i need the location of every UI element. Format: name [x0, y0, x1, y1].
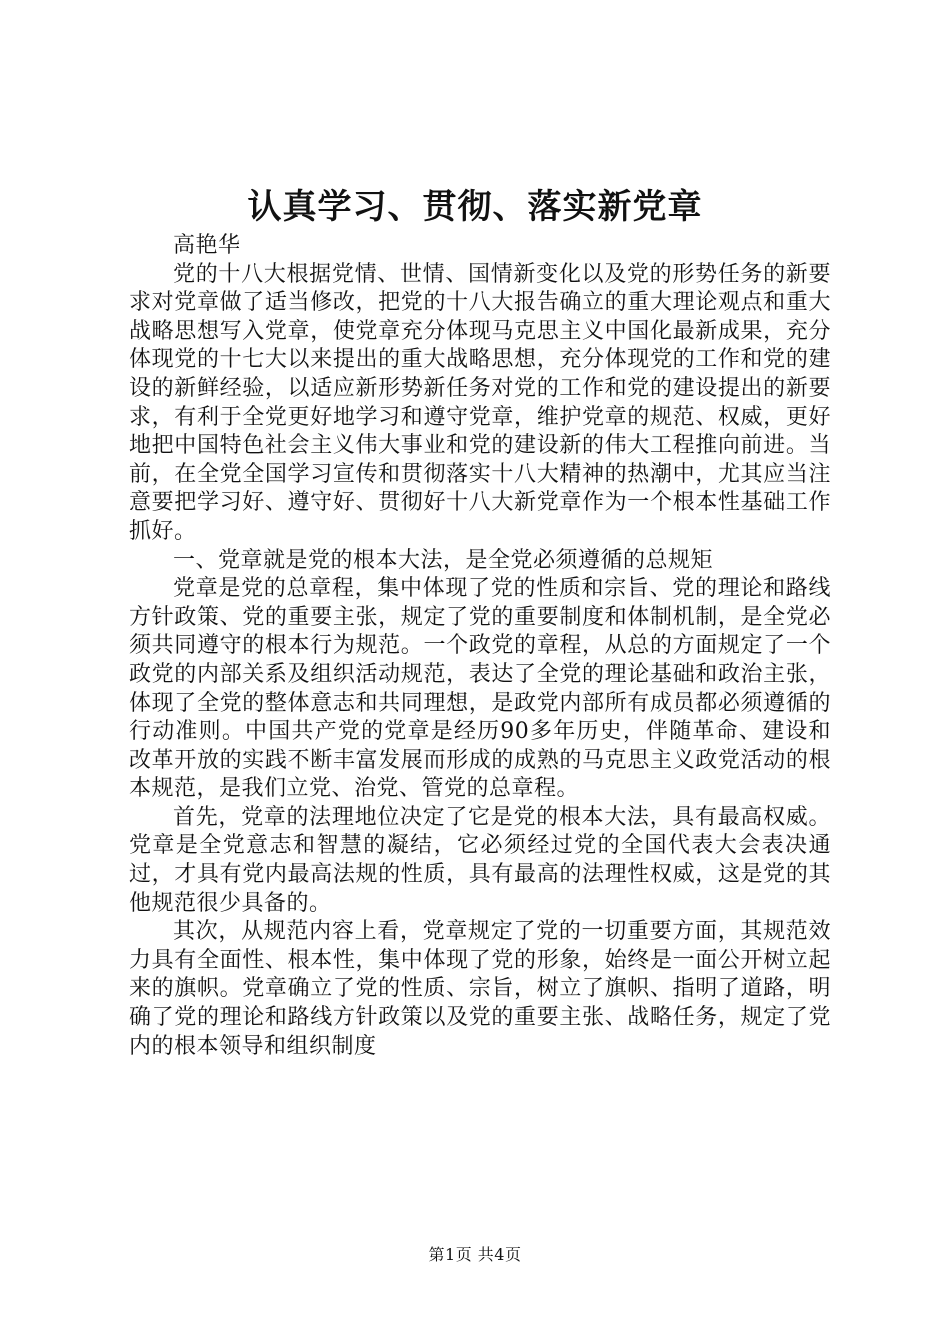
section-heading-1: 一、党章就是党的根本大法，是全党必须遵循的总规矩	[173, 547, 714, 573]
paragraph-section-1: 党章是党的总章程，集中体现了党的性质和宗旨、党的理论和路线方针政策、党的重要主张，规定了党的重要制度和体制机制，是全党必须共同遵守的根本行为规范。一个政党的章程，从总的方面规定了一个政党的内部关系及组织活动规范，表达了全党的理论基础和政治主张，体现了全党的整体意志和共同理想，是政党内部所有成员都必须遵循的行动准则。中国共产党的党章是经历90多年历史，伴随革命、建设和改革开放的实践不断丰富发展而形成的成熟的马克思主义政党活动的根本规范，是我们立党、治党、管党的总章程。	[129, 576, 831, 802]
document-body	[129, 232, 831, 1061]
paragraph-intro: 党的十八大根据党情、世情、国情新变化以及党的形势任务的新要求对党章做了适当修改，把党的十八大报告确立的重大理论观点和重大战略思想写入党章，使党章充分体现马克思主义中国化最新成果，充分体现党的十七大以来提出的重大战略思想，充分体现党的工作和党的建设的新鲜经验，以适应新形势新任务对党的工作和党的建设提出的新要求，有利于全党更好地学习和遵守党章，维护党章的规范、权威，更好地把中国特色社会主义伟大事业和党的建设新的伟大工程推向前进。当前，在全党全国学习宣传和贯彻落实十八大精神的热潮中，尤其应当注意要把学习好、遵守好、贯彻好十八大新党章作为一个根本性基础工作抓好。	[129, 261, 831, 544]
author-name: 高艳华	[173, 233, 241, 258]
document-title: 认真学习、贯彻、落实新党章	[247, 187, 703, 227]
page-number-footer: 第1页 共4页	[428, 1245, 522, 1264]
paragraph-first-point: 首先，党章的法理地位决定了它是党的根本大法，具有最高权威。党章是全党意志和智慧的凝结，它必须经过党的全国代表大会表决通过，才具有党内最高法规的性质，具有最高的法理性权威，这是党的其他规范很少具备的。	[129, 804, 831, 916]
paragraph-second-point: 其次，从规范内容上看，党章规定了党的一切重要方面，其规范效力具有全面性、根本性，集中体现了党的形象，始终是一面公开树立起来的旗帜。党章确立了党的性质、宗旨，树立了旗帜、指明了道路，明确了党的理论和路线方针政策以及党的重要主张、战略任务，规定了党内的根本领导和组织制度	[129, 919, 831, 1059]
